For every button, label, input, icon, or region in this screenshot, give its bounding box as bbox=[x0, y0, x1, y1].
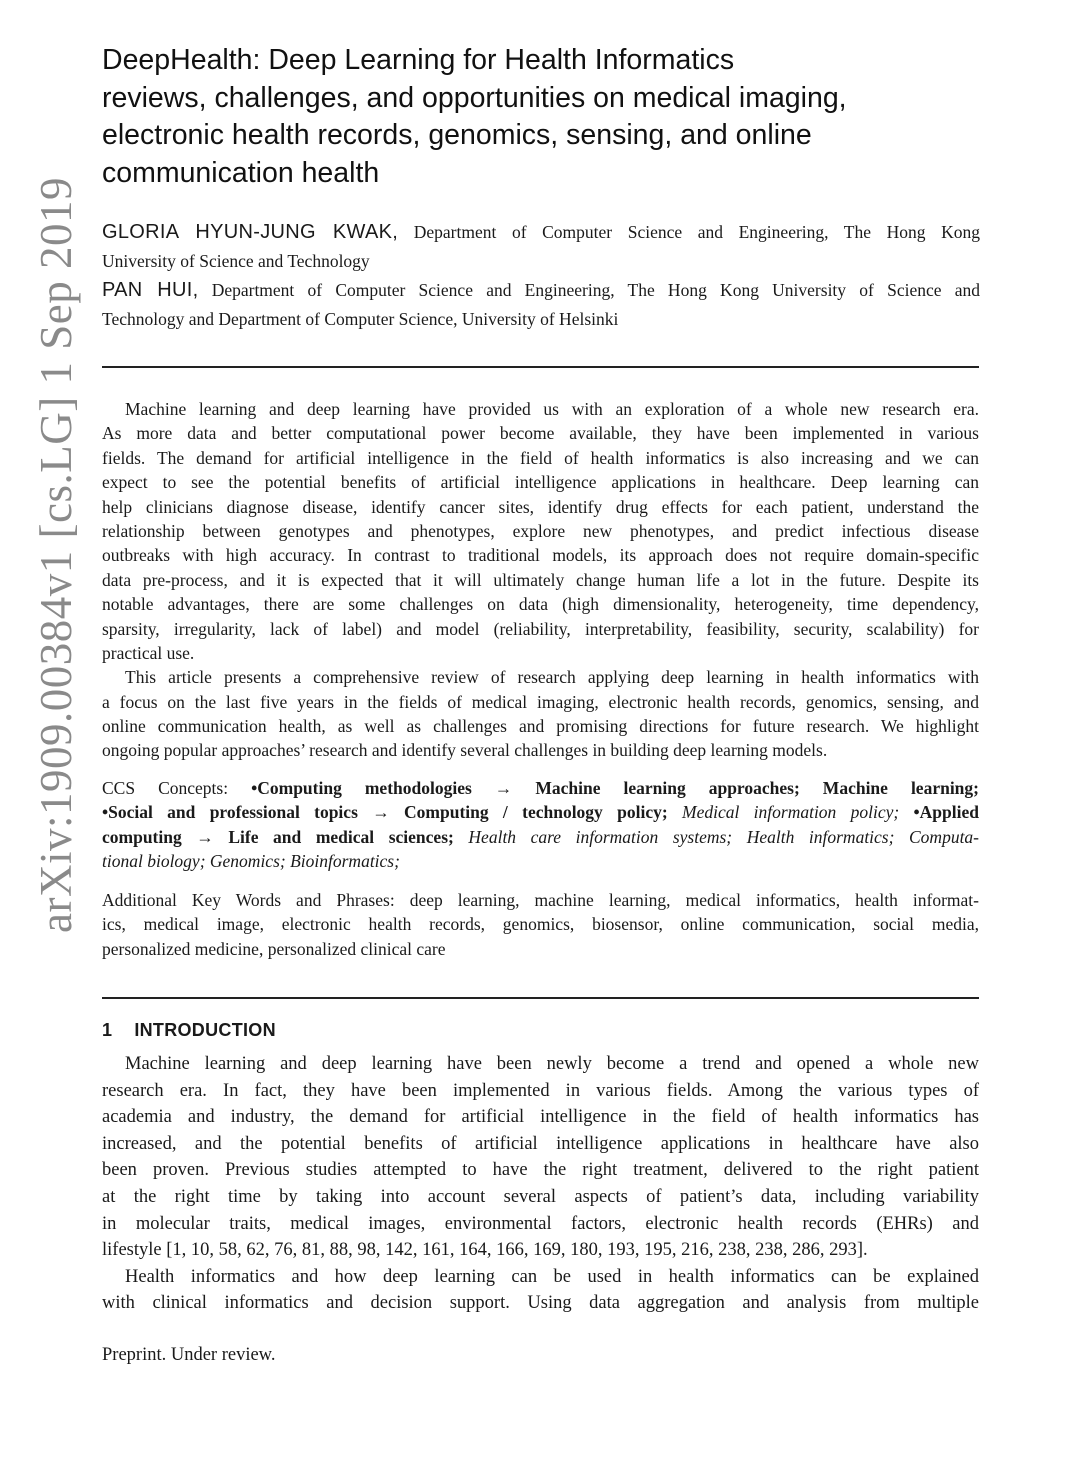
ccs-concept: Medical information policy; bbox=[682, 802, 900, 823]
divider bbox=[102, 997, 979, 999]
text-line: in molecular traits, medical images, environmental factors, electronic health records (EHRs) and bbox=[102, 1213, 979, 1234]
author-block-1 bbox=[102, 218, 980, 276]
author-affiliation: Technology and Department of Computer Science, University of Helsinki bbox=[102, 309, 619, 329]
text-line: Machine learning and deep learning have been newly become a trend and opened a whole new bbox=[125, 1054, 979, 1074]
author-affiliation: Department of Computer Science and Engineering, The Hong Kong bbox=[413, 222, 981, 242]
introduction-body bbox=[102, 1051, 979, 1317]
ccs-concept: Health care information systems; Health informatics; Computa- bbox=[468, 826, 980, 847]
text-line: academia and industry, the demand for artificial intelligence in the field of health informatics has bbox=[102, 1107, 979, 1128]
ccs-label: CCS Concepts: bbox=[102, 778, 229, 798]
author-name: GLORIA HYUN-JUNG KWAK, bbox=[102, 221, 399, 243]
paper-title bbox=[102, 42, 847, 192]
text-line: Machine learning and deep learning have provided us with an exploration of a whole new research era. bbox=[125, 399, 979, 419]
text-line: help clinicians diagnose disease, identify cancer sites, identify drug effects for each patient, understand the bbox=[102, 496, 979, 517]
author-affiliation: University of Science and Technology bbox=[102, 251, 370, 271]
text-line: been proven. Previous studies attempted to have the right treatment, delivered to the right patient bbox=[102, 1160, 979, 1181]
text-line: a focus on the last five years in the fields of medical imaging, electronic health records, genomics, sensing, and bbox=[102, 691, 979, 712]
ccs-concepts bbox=[102, 776, 979, 874]
text-line: As more data and better computational power become available, they have been implemented in various bbox=[102, 423, 979, 444]
text-line: relationship between genotypes and phenotypes, explore new phenotypes, and predict infectious disease bbox=[102, 520, 979, 541]
text-line: at the right time by taking into account several aspects of patient’s data, including variability bbox=[102, 1186, 979, 1207]
text-line: increased, and the potential benefits of artificial intelligence applications in healthcare have also bbox=[102, 1133, 979, 1154]
section-number: 1 bbox=[102, 1020, 113, 1040]
section-heading bbox=[102, 1020, 298, 1041]
arxiv-identifier-stamp: arXiv:1909.00384v1 [cs.LG] 1 Sep 2019 bbox=[31, 177, 81, 933]
text-line: notable advantages, there are some challenges on data (high dimensionality, heterogeneity, time dependency, bbox=[102, 594, 979, 615]
footer-note: Preprint. Under review. bbox=[102, 1345, 276, 1365]
author-affiliation: Department of Computer Science and Engineering, The Hong Kong University of Science and bbox=[211, 280, 980, 300]
text-line: fields. The demand for artificial intelligence in the field of health informatics is also increasing and we can bbox=[102, 447, 979, 468]
text-line: research era. In fact, they have been implemented in various fields. Among the various types of bbox=[102, 1080, 979, 1101]
title-line: communication health bbox=[102, 156, 380, 189]
abstract-paragraph-2 bbox=[102, 665, 979, 763]
divider bbox=[102, 366, 979, 368]
text-line: with clinical informatics and decision support. Using data aggregation and analysis from multiple bbox=[102, 1293, 979, 1314]
intro-paragraph-2 bbox=[102, 1264, 979, 1317]
abstract bbox=[102, 397, 979, 763]
keywords-line: Additional Key Words and Phrases: deep learning, machine learning, medical informatics, health informat- bbox=[102, 890, 979, 910]
title-line: reviews, challenges, and opportunities on medical imaging, bbox=[102, 81, 847, 114]
text-line: online communication health, as well as challenges and promising directions for future research. We highlight bbox=[102, 716, 979, 737]
text-line: outbreaks with high accuracy. In contrast to traditional models, its approach does not require domain-specific bbox=[102, 545, 979, 566]
text-line: ongoing popular approaches’ research and identify several challenges in building deep learning models. bbox=[102, 740, 828, 761]
abstract-paragraph-1 bbox=[102, 397, 979, 665]
text-line: lifestyle [1, 10, 58, 62, 76, 81, 88, 98, 142, 161, 164, 166, 169, 180, 193, 195, 216, 238, 238, 286, 293]. bbox=[102, 1240, 868, 1261]
text-line: data pre-process, and it is expected that it will ultimately change human life a lot in the future. Despite its bbox=[102, 569, 979, 590]
author-block-2 bbox=[102, 276, 980, 334]
text-line: Health informatics and how deep learning can be used in health informatics can be explained bbox=[125, 1266, 979, 1287]
intro-paragraph-1 bbox=[102, 1051, 979, 1264]
text-line: expect to see the potential benefits of artificial intelligence applications in healthcare. Deep learning can bbox=[102, 472, 979, 493]
title-line: electronic health records, genomics, sensing, and online bbox=[102, 119, 812, 151]
keywords-line: personalized medicine, personalized clinical care bbox=[102, 938, 446, 959]
ccs-concept: computing → Life and medical sciences; bbox=[102, 826, 454, 847]
ccs-concept: tional biology; Genomics; Bioinformatics; bbox=[102, 851, 400, 872]
ccs-concept: •Applied bbox=[913, 802, 980, 823]
ccs-concept: •Computing methodologies → Machine learning approaches; Machine learning; bbox=[251, 778, 979, 798]
keywords-line: ics, medical image, electronic health records, genomics, biosensor, online communication, social media, bbox=[102, 914, 979, 935]
section-title: INTRODUCTION bbox=[134, 1020, 276, 1040]
text-line: practical use. bbox=[102, 642, 195, 663]
keywords bbox=[102, 888, 979, 961]
text-line: This article presents a comprehensive review of research applying deep learning in health informatics with bbox=[125, 667, 979, 688]
author-name: PAN HUI, bbox=[102, 279, 199, 301]
title-line: DeepHealth: Deep Learning for Health Informatics bbox=[102, 44, 735, 76]
ccs-concept: •Social and professional topics → Computing / technology policy; bbox=[102, 802, 668, 823]
text-line: sparsity, irregularity, lack of label) and model (reliability, interpretability, feasibility, security, scalability) for bbox=[102, 618, 979, 639]
